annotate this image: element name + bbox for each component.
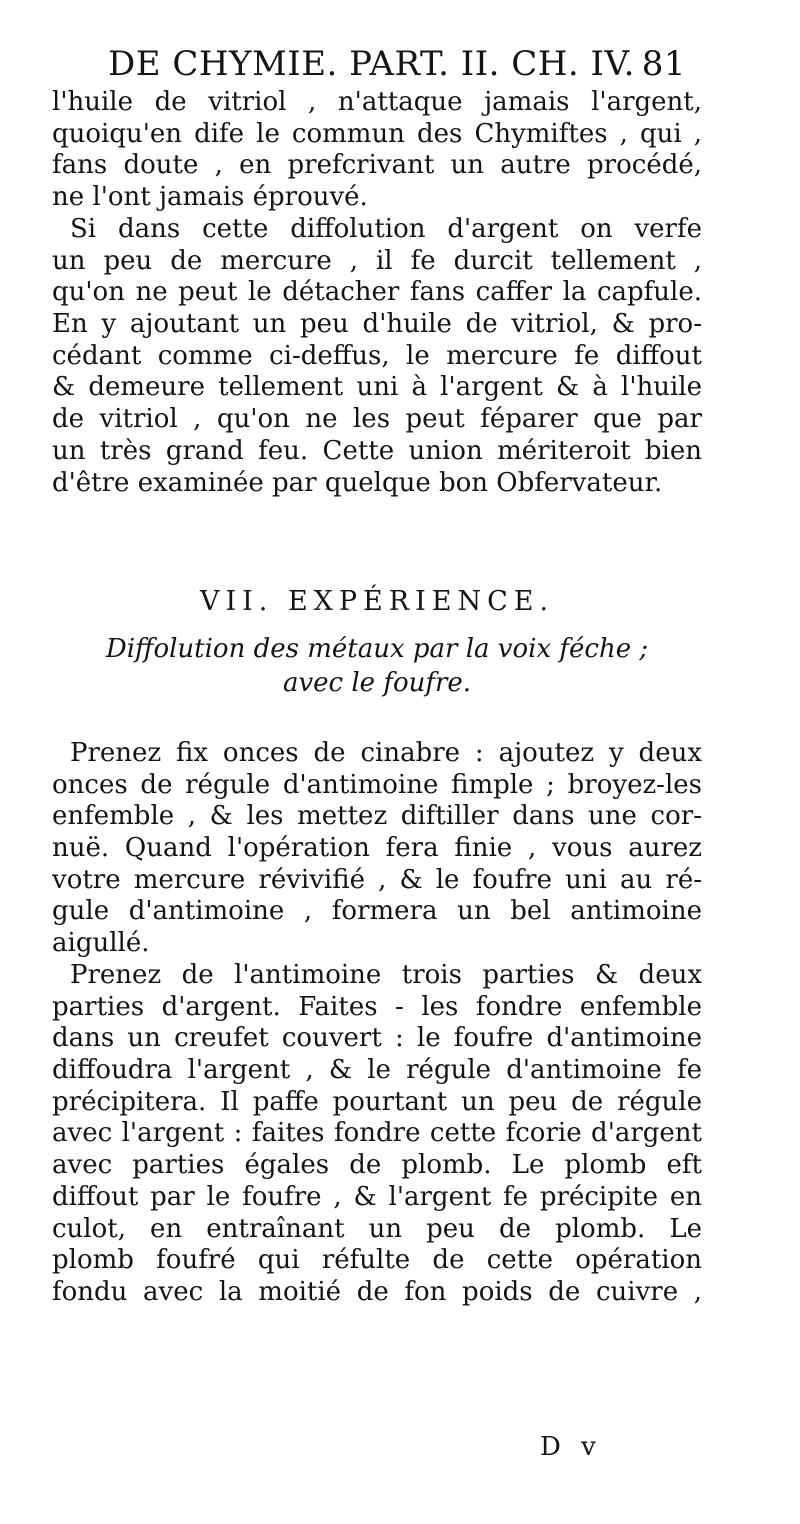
text-line: parties d'argent. Faites - les fondre enfemble <box>52 991 702 1022</box>
text-line: plomb foufré qui réfulte de cette opération <box>52 1245 702 1276</box>
subtitle-line: Diffolution des métaux par la voix féche ; <box>105 634 649 664</box>
text-line: culot, en entraînant un peu de plomb. Le <box>52 1213 702 1244</box>
subtitle-line: avec le foufre. <box>282 668 472 698</box>
text-line: enfemble , & les mettez diftiller dans une cor- <box>52 801 702 832</box>
paragraph-2 <box>52 214 702 499</box>
text-line: dans un creufet couvert : le foufre d'antimoine <box>52 1023 702 1054</box>
text-line: Si dans cette diffolution d'argent on verfe <box>70 214 702 244</box>
text-line: Prenez de l'antimoine trois parties & deux <box>70 960 702 990</box>
running-header <box>108 44 688 84</box>
text-line: un très grand feu. Cette union mériteroit bien <box>52 435 702 466</box>
text-line: l'huile de vitriol , n'attaque jamais l'argent, <box>52 87 702 117</box>
text-line: de vitriol , qu'on ne les peut féparer que par <box>52 404 702 435</box>
paragraph-4 <box>52 960 702 1309</box>
text-line: cédant comme ci-deffus, le mercure fe diffout <box>52 340 702 371</box>
text-line: avec l'argent : faites fondre cette fcorie d'argent <box>52 1118 702 1149</box>
text-line: diffoudra l'argent , & le régule d'antimoine fe <box>52 1055 702 1086</box>
text-line: fans doute , en prefcrivant un autre procédé, <box>52 150 702 181</box>
section-subtitle <box>52 632 702 700</box>
text-line: nuë. Quand l'opération fera finie , vous aurez <box>52 833 702 864</box>
text-line: précipitera. Il paffe pourtant un peu de régule <box>52 1086 702 1117</box>
text-line: gule d'antimoine , formera un bel antimoine <box>52 896 702 927</box>
text-line: avec parties égales de plomb. Le plomb eft <box>52 1150 702 1181</box>
text-line: Prenez fix onces de cinabre : ajoutez y deux <box>70 738 702 768</box>
text-line: d'être examinée par quelque bon Obfervateur. <box>52 467 663 498</box>
text-line: quoiqu'en dife le commun des Chymiftes , qui , <box>52 118 702 149</box>
page-number: 81 <box>641 44 686 84</box>
paragraph-3 <box>52 738 702 960</box>
running-head: DE CHYMIE. PART. II. CH. IV. <box>108 44 635 84</box>
paragraph-1 <box>52 87 702 214</box>
text-line: qu'on ne peut le détacher fans caffer la capfule. <box>52 277 702 308</box>
text-line: fondu avec la moitié de fon poids de cuivre , <box>52 1276 702 1307</box>
experience-heading: VII. EXPÉRIENCE. <box>199 586 555 617</box>
text-line: aigullé. <box>52 928 150 959</box>
text-line: En y ajoutant un peu d'huile de vitriol, & pro- <box>52 309 702 340</box>
text-line: un peu de mercure , il fe durcit tellement , <box>52 245 702 276</box>
text-line: votre mercure révivifié , & le foufre uni au ré- <box>52 864 702 895</box>
text-line: & demeure tellement uni à l'argent & à l'huile <box>52 372 702 403</box>
signature-mark: D v <box>540 1432 602 1462</box>
text-line: diffout par le foufre , & l'argent fe précipite en <box>52 1181 702 1212</box>
text-line: ne l'ont jamais éprouvé. <box>52 182 368 213</box>
text-line: onces de régule d'antimoine fimple ; broyez-les <box>52 769 702 800</box>
